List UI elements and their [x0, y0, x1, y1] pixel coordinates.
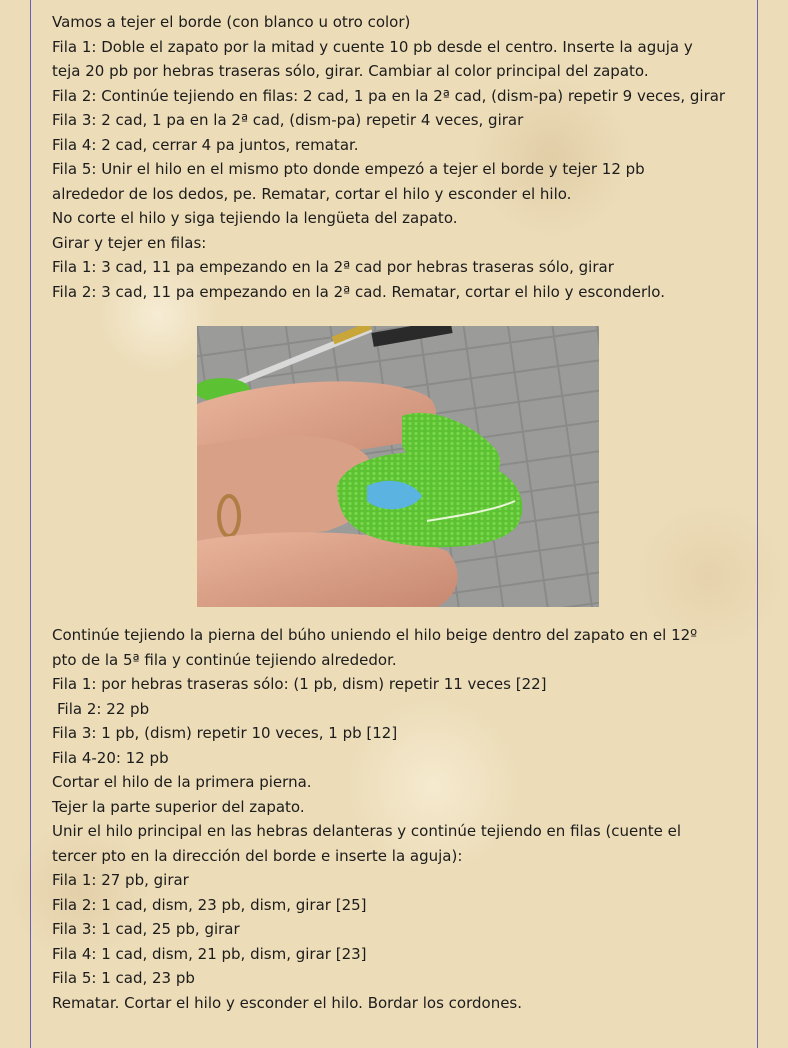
instruction-line: No corte el hilo y siga tejiendo la lengüeta del zapato. [52, 209, 458, 227]
instruction-line: Fila 5: 1 cad, 23 pb [52, 969, 195, 987]
instruction-line: Fila 2: 1 cad, dism, 23 pb, dism, girar [25] [52, 895, 367, 914]
instruction-line: Fila 2: 22 pb [57, 699, 150, 718]
instructions-bottom [52, 623, 742, 1015]
instruction-line: Fila 3: 1 pb, (dism) repetir 10 veces, 1 pb [12] [52, 724, 398, 742]
instruction-line: pto de la 5ª fila y continúe tejiendo alrededor. [52, 650, 397, 669]
instruction-line: teja 20 pb por hebras traseras sólo, girar. Cambiar al color principal del zapato. [52, 62, 649, 80]
page-border-left [30, 0, 31, 1048]
instruction-line: Tejer la parte superior del zapato. [52, 797, 305, 816]
instruction-line: Fila 3: 1 cad, 25 pb, girar [52, 920, 240, 938]
instruction-line: tercer pto en la dirección del borde e inserte la aguja): [52, 846, 463, 865]
instruction-line: Continúe tejiendo la pierna del búho uniendo el hilo beige dentro del zapato en el 12º [52, 626, 698, 644]
instruction-line: alrededor de los dedos, pe. Rematar, cortar el hilo y esconder el hilo. [52, 184, 572, 203]
instruction-line: Rematar. Cortar el hilo y esconder el hilo. Bordar los cordones. [52, 993, 523, 1012]
instruction-line: Fila 2: Continúe tejiendo en filas: 2 cad, 1 pa en la 2ª cad, (dism-pa) repetir 9 veces, girar [52, 86, 726, 105]
instruction-line: Fila 2: 3 cad, 11 pa empezando en la 2ª cad. Rematar, cortar el hilo y esconderlo. [52, 282, 665, 301]
instruction-line: Cortar el hilo de la primera pierna. [52, 773, 312, 791]
instruction-line: Girar y tejer en filas: [52, 233, 207, 252]
instruction-line: Fila 4-20: 12 pb [52, 748, 169, 767]
border-heading: Vamos a tejer el borde (con blanco u otro color) [52, 13, 411, 31]
instruction-line: Fila 1: Doble el zapato por la mitad y cuente 10 pb desde el centro. Inserte la aguja y [52, 37, 693, 56]
crochet-shoe-photo [197, 326, 599, 607]
instruction-line: Fila 4: 1 cad, dism, 21 pb, dism, girar [23] [52, 944, 367, 963]
instruction-line: Unir el hilo principal en las hebras delanteras y continúe tejiendo en filas (cuente el [52, 822, 682, 840]
instruction-line: Fila 1: 27 pb, girar [52, 871, 189, 889]
page-border-right [757, 0, 758, 1048]
instructions-top [52, 10, 742, 304]
instruction-line: Fila 1: 3 cad, 11 pa empezando en la 2ª cad por hebras traseras sólo, girar [52, 258, 614, 276]
instruction-line: Fila 1: por hebras traseras sólo: (1 pb, dism) repetir 11 veces [22] [52, 675, 547, 693]
instruction-line: Fila 3: 2 cad, 1 pa en la 2ª cad, (dism-pa) repetir 4 veces, girar [52, 111, 524, 129]
instruction-line: Fila 5: Unir el hilo en el mismo pto donde empezó a tejer el borde y tejer 12 pb [52, 160, 645, 178]
instruction-line: Fila 4: 2 cad, cerrar 4 pa juntos, rematar. [52, 135, 359, 154]
